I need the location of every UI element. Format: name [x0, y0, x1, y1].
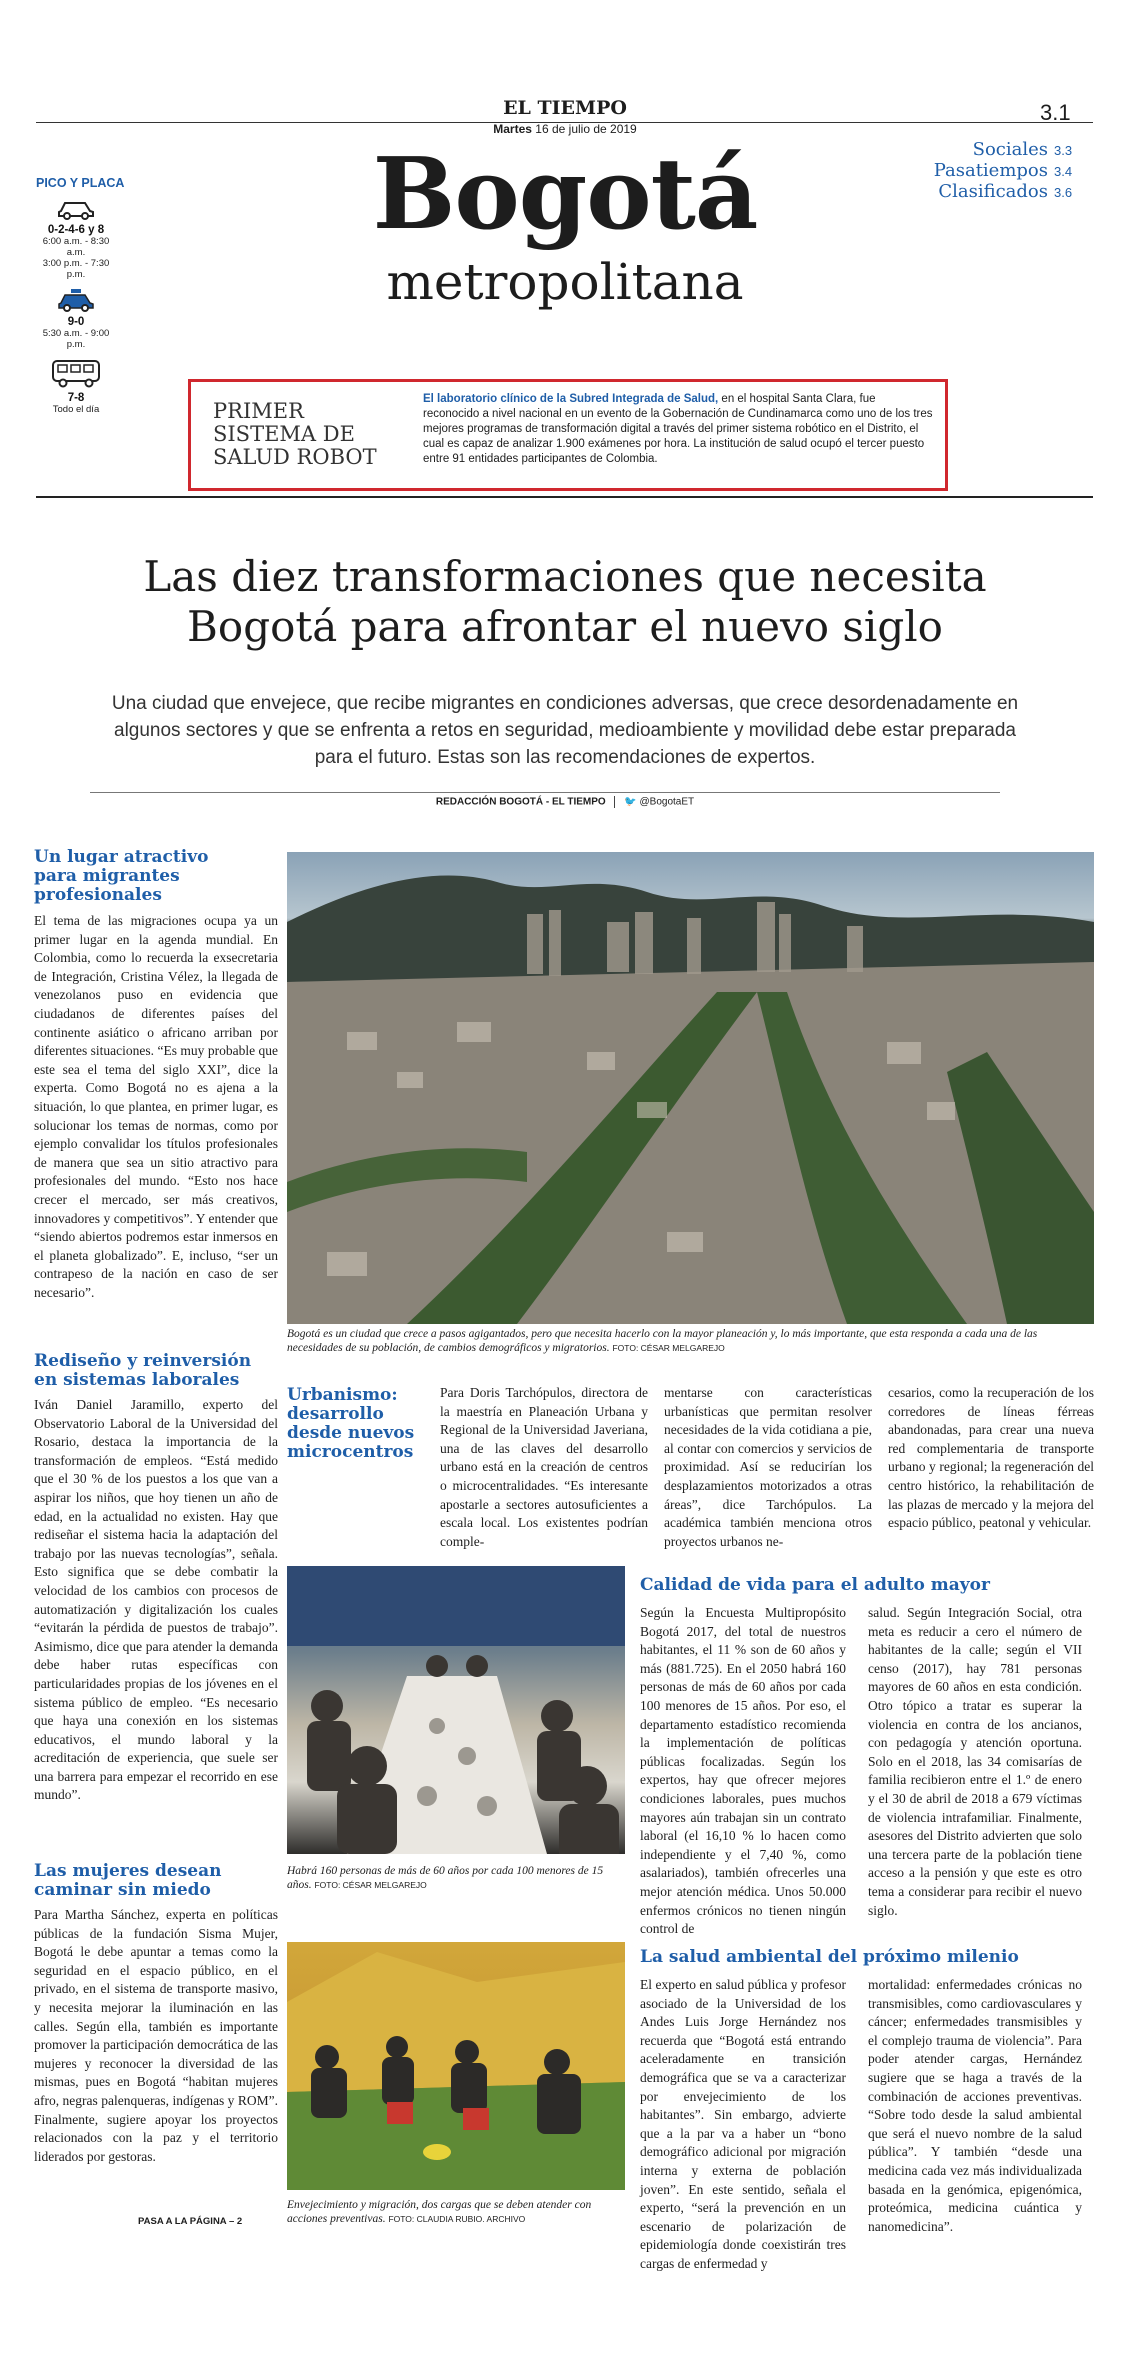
section-body-urbanism-1: Para Doris Tarchópulos, directora de la maestría en Planeación Urbana y Regional de la Universidad Javeriana, una de las claves del desarrollo urbano está en la creación de centros o microcentralidades. “Es interesante apostarle a sectores autosuficientes a escala local. Los existentes podrían comple- [440, 1385, 648, 1549]
section-body-migrants: El tema de las migraciones ocupa ya un primer lugar en la agenda mundial. En Colombia, como lo recuerda la exsecretaria de Integración, Cristina Vélez, la llegada de venezolanos puso en evidencia que ciudadanos de diferentes países del continente asiático o africano arriban por diferentes situaciones. “Es muy probable que este sea el tema del siglo XXI”, dice la experta. Como Bogotá no es ajena a la situación, lo que plantea, en primer lugar, es solucionar los temas de normas, como por ejemplo convalidar los títulos profesionales de manera que sea un sitio atractivo para profesionales del mundo. “Esto nos hace crecer el mercado, ser más creativos, innovadores y competitivos”. Y entender que “siendo abiertos podremos estar inmersos en el planeta globalizado”. E, incluso, “ser un contrapeso de la nación en caso de ser necesario”. [34, 913, 278, 1300]
section-heading-women: Las mujeres desean caminar sin miedo [34, 1861, 222, 1900]
migrants-photo-caption: Envejecimiento y migración, dos cargas que se deben atender con acciones preventivas. FOTO: CLAUDIA RUBIO. ARCHIVO [287, 2199, 592, 2225]
pico-y-placa [36, 176, 126, 415]
elderly-photo-caption: Habrá 160 personas de más de 60 años por cada 100 menores de 15 años. FOTO: CÉSAR MELGAREJO [287, 1865, 604, 1891]
section-body-women: Para Martha Sánchez, experta en políticas públicas de la fundación Sisma Mujer, Bogotá le debe apuntar a temas como la seguridad en el espacio público, en el privado, en el sistema de transporte masivo, y necesita mejorar la iluminación en las calles. Según ella, también es importante promover la participación democrática de las mujeres y reconocer la diversidad de las mismas, pues en Bogotá “habitan mujeres afro, negras palenqueras, indígenas y ROM”. Finalmente, sugiere apoyar los proyectos relacionados con la paz y el territorio liderados por gestoras. [34, 1907, 278, 2164]
elderly-photo [287, 1566, 625, 1854]
index-item-pasatiempos: Pasatiempos 3.4 [933, 160, 1073, 181]
masthead-bottom-rule [36, 496, 1093, 498]
photo-credit: FOTO: CÉSAR MELGAREJO [612, 1343, 725, 1353]
byline-rule [90, 792, 1000, 793]
city-photo-caption: Bogotá es un ciudad que crece a pasos agigantados, pero que necesita hacerlo con la mayor planeación y, lo más importante, que esta responda a cada una de las necesidades de su población, de cambios demográficos y migratorios. FOTO: CÉSAR MELGAREJO [287, 1328, 1038, 1354]
newspaper-name: EL TIEMPO [503, 97, 627, 119]
section-body-urbanism-2: mentarse con características urbanísticas que permitan resolver necesidades de la vida cotidiana a pie, al contar con comercios y servicios de proximidad. Así se reducirían los desplazamientos motorizados a otras áreas”, dice Tarchópulos. La académica también menciona otros proyectos urbanos ne- [664, 1385, 872, 1549]
highlight-box-title: PRIMER SISTEMA DE SALUD ROBOT [213, 399, 377, 469]
twitter-icon: 🐦 [624, 796, 637, 808]
section-body-elderly-1: Según la Encuesta Multipropósito Bogotá 2017, del total de nuestros habitantes, el 11 % son de 60 años y más (881.725). En el 2050 habrá 160 personas de más de 60 años por cada 100 menores de 15 años. Por eso, el departamento estadístico recomienda la implementación de políticas públicas focalizadas. Según los expertos, hay que ofrecer mejores condiciones laborales, pues muchos mayores aún trabajan sin un contrato laboral (el 16,10 % lo hacen como independiente y el 7,40 %, como asalariados), también ofrecerles una mejor atención médica. Unos 50.000 enfermos crónicos no tienen ningún control de [640, 1605, 846, 1937]
twitter-handle: @BogotaET [639, 796, 695, 808]
migrants-photo [287, 1942, 625, 2190]
section-subtitle: metropolitana [386, 253, 744, 311]
section-heading-urbanism: Urbanismo: desarrollo desde nuevos microcentros [287, 1385, 415, 1462]
index-item-clasificados: Clasificados 3.6 [938, 181, 1073, 202]
truck-icon [51, 358, 101, 388]
pico-placa-digits: 0-2-4-6 y 8 [47, 224, 105, 236]
jump-link[interactable]: PASA A LA PÁGINA – 2 [138, 2216, 243, 2227]
section-heading-migrants: Un lugar atractivo para migrantes profesionales [34, 847, 209, 905]
highlight-box-text: El laboratorio clínico de la Subred Integrada de Salud, en el hospital Santa Clara, fue reconocido a nivel nacional en un evento de la Gobernación de Cundinamarca como uno de los tres mejores programas de transformación digital a través del primer sistema robótico en el Distrito, el cual es capaz de analizar 1.900 exámenes por hora. La institución de salud ocupó el tercer puesto entre 91 entidades participantes de Colombia. [423, 393, 933, 465]
city-photo [287, 852, 1094, 1324]
pico-placa-digits: 9-0 [67, 316, 85, 328]
section-number: 3.1 [1040, 100, 1071, 125]
pico-placa-time: Todo el día [52, 404, 100, 415]
pico-placa-time: 5:30 a.m. - 9:00 p.m. [42, 328, 110, 350]
section-heading-environmental-health: La salud ambiental del próximo milenio [640, 1947, 1019, 1967]
section-body-environmental-health-2: mortalidad: enfermedades crónicas no transmisibles, como cardiovasculares y cáncer; enfermedades transmisibles y el complejo trauma de violencia”. Para poder atender cargas, Hernández sugiere que se haga a través de la combinación de acciones preventivas. “Sobre todo desde la salud ambiental que será el nuevo nombre de la salud pública”. Y también “desde una medicina cada vez más individualizada basada en la genómica, epigenómica, proteómica, medicina cuántica y nanomedicina”. [868, 1977, 1082, 2234]
section-heading-elderly: Calidad de vida para el adulto mayor [640, 1575, 990, 1595]
section-title: Bogotá [372, 137, 758, 252]
section-index [934, 140, 1082, 203]
migrants-tent-image [287, 1942, 625, 2190]
section-body-urbanism-3: cesarios, como la recuperación de los corredores de líneas férreas abandonadas, para crear una nueva red complementaria de transporte urbano y regional; la regeneración del centro histórico, la rehabilitación de las plazas de mercado y la mejora del espacio público, peatonal y vehicular. [888, 1385, 1094, 1531]
photo-credit: FOTO: CLAUDIA RUBIO. ARCHIVO [388, 2214, 526, 2224]
issue-date: Martes 16 de julio de 2019 [493, 122, 637, 136]
byline: REDACCIÓN BOGOTÁ - EL TIEMPO 🐦 @BogotaET [435, 796, 695, 808]
section-body-elderly-2: salud. Según Integración Social, otra meta es reducir a cero el número de habitantes de la calle; según el VII censo (2017), hay 781 personas mayores de 60 años en esta condición. Otro tópico a tratar es superar la violencia en contra de los ancianos, con pedagogía y atención oportuna. Solo en el 2018, las 34 comisarías de familia recibieron entre el 1.º de enero y el 30 de abril de 2018 a 679 víctimas de violencia intrafamiliar. Finalmente, asesores del Distrito advierten que solo una tercera parte de la población tiene acceso a la pensión y que este es otro tema a considerar para recibir el nuevo siglo. [868, 1605, 1082, 1918]
article-headline: Las diez transformaciones que necesita Bogotá para afrontar el nuevo siglo [143, 552, 987, 651]
city-aerial-image [287, 852, 1094, 1324]
photo-credit: FOTO: CÉSAR MELGAREJO [314, 1880, 427, 1890]
pico-placa-digits: 7-8 [67, 392, 85, 404]
article-deck: Una ciudad que envejece, que recibe migrantes en condiciones adversas, que crece desordenadamente en algunos sectores y que se enfrenta a retos en seguridad, medioambiente y movilidad debe estar preparada para el futuro. Estas son las recomendaciones de expertos. [111, 693, 1019, 768]
elderly-diners-image [287, 1566, 625, 1854]
section-heading-labor: Rediseño y reinversión en sistemas laborales [34, 1351, 252, 1390]
index-item-sociales: Sociales 3.3 [972, 139, 1073, 160]
pico-y-placa-title: PICO Y PLACA [36, 176, 125, 190]
highlight-box [188, 379, 948, 491]
car-icon [57, 196, 95, 220]
section-body-environmental-health-1: El experto en salud pública y profesor asociado de la Universidad de los Andes Luis Jorge Hernández nos recuerda que “Bogotá está entrando aceleradamente en transición demográfica que se va a caracterizar por envejecimiento de los habitantes”. Sin embargo, advierte que a la par va a haber un “bono demográfico adicional por migración interna y externa de población joven”. En este sentido, señala el experto, “será la prevención en un escenario de polarización de epidemiología donde coexistirán tres cargas de enfermedad y [640, 1977, 846, 2271]
pico-placa-time: 3:00 p.m. - 7:30 p.m. [42, 258, 110, 280]
pico-placa-time: 6:00 a.m. - 8:30 a.m. [42, 236, 110, 258]
section-body-labor: Iván Daniel Jaramillo, experto del Observatorio Laboral de la Universidad del Rosario, destaca la importancia de la transformación de empleos. “Está medido que el 30 % de los puestos a los que van a aspirar los niños, que hoy tienen un año de edad, en la actualidad no existen. Hay que rediseñar el sistema hacia la adaptación del trabajo por las nuevas tecnologías”, señala. Esto significa que se debe combatir la velocidad de los cambios con procesos de automatización y digitalización los cuales “evitarán la pérdida de puestos de trabajo”. Asimismo, dice que para atender la demanda debe haber rutas específicas con particularidades propias de los jóvenes en el sistema público de empleo. “Es necesario que haya una conexión en los sistemas educativos, el mundo laboral y la acreditación de experiencia, que suele ser una barrera para empezar el recorrido en ese mundo”. [34, 1397, 278, 1803]
taxi-icon [57, 288, 95, 312]
